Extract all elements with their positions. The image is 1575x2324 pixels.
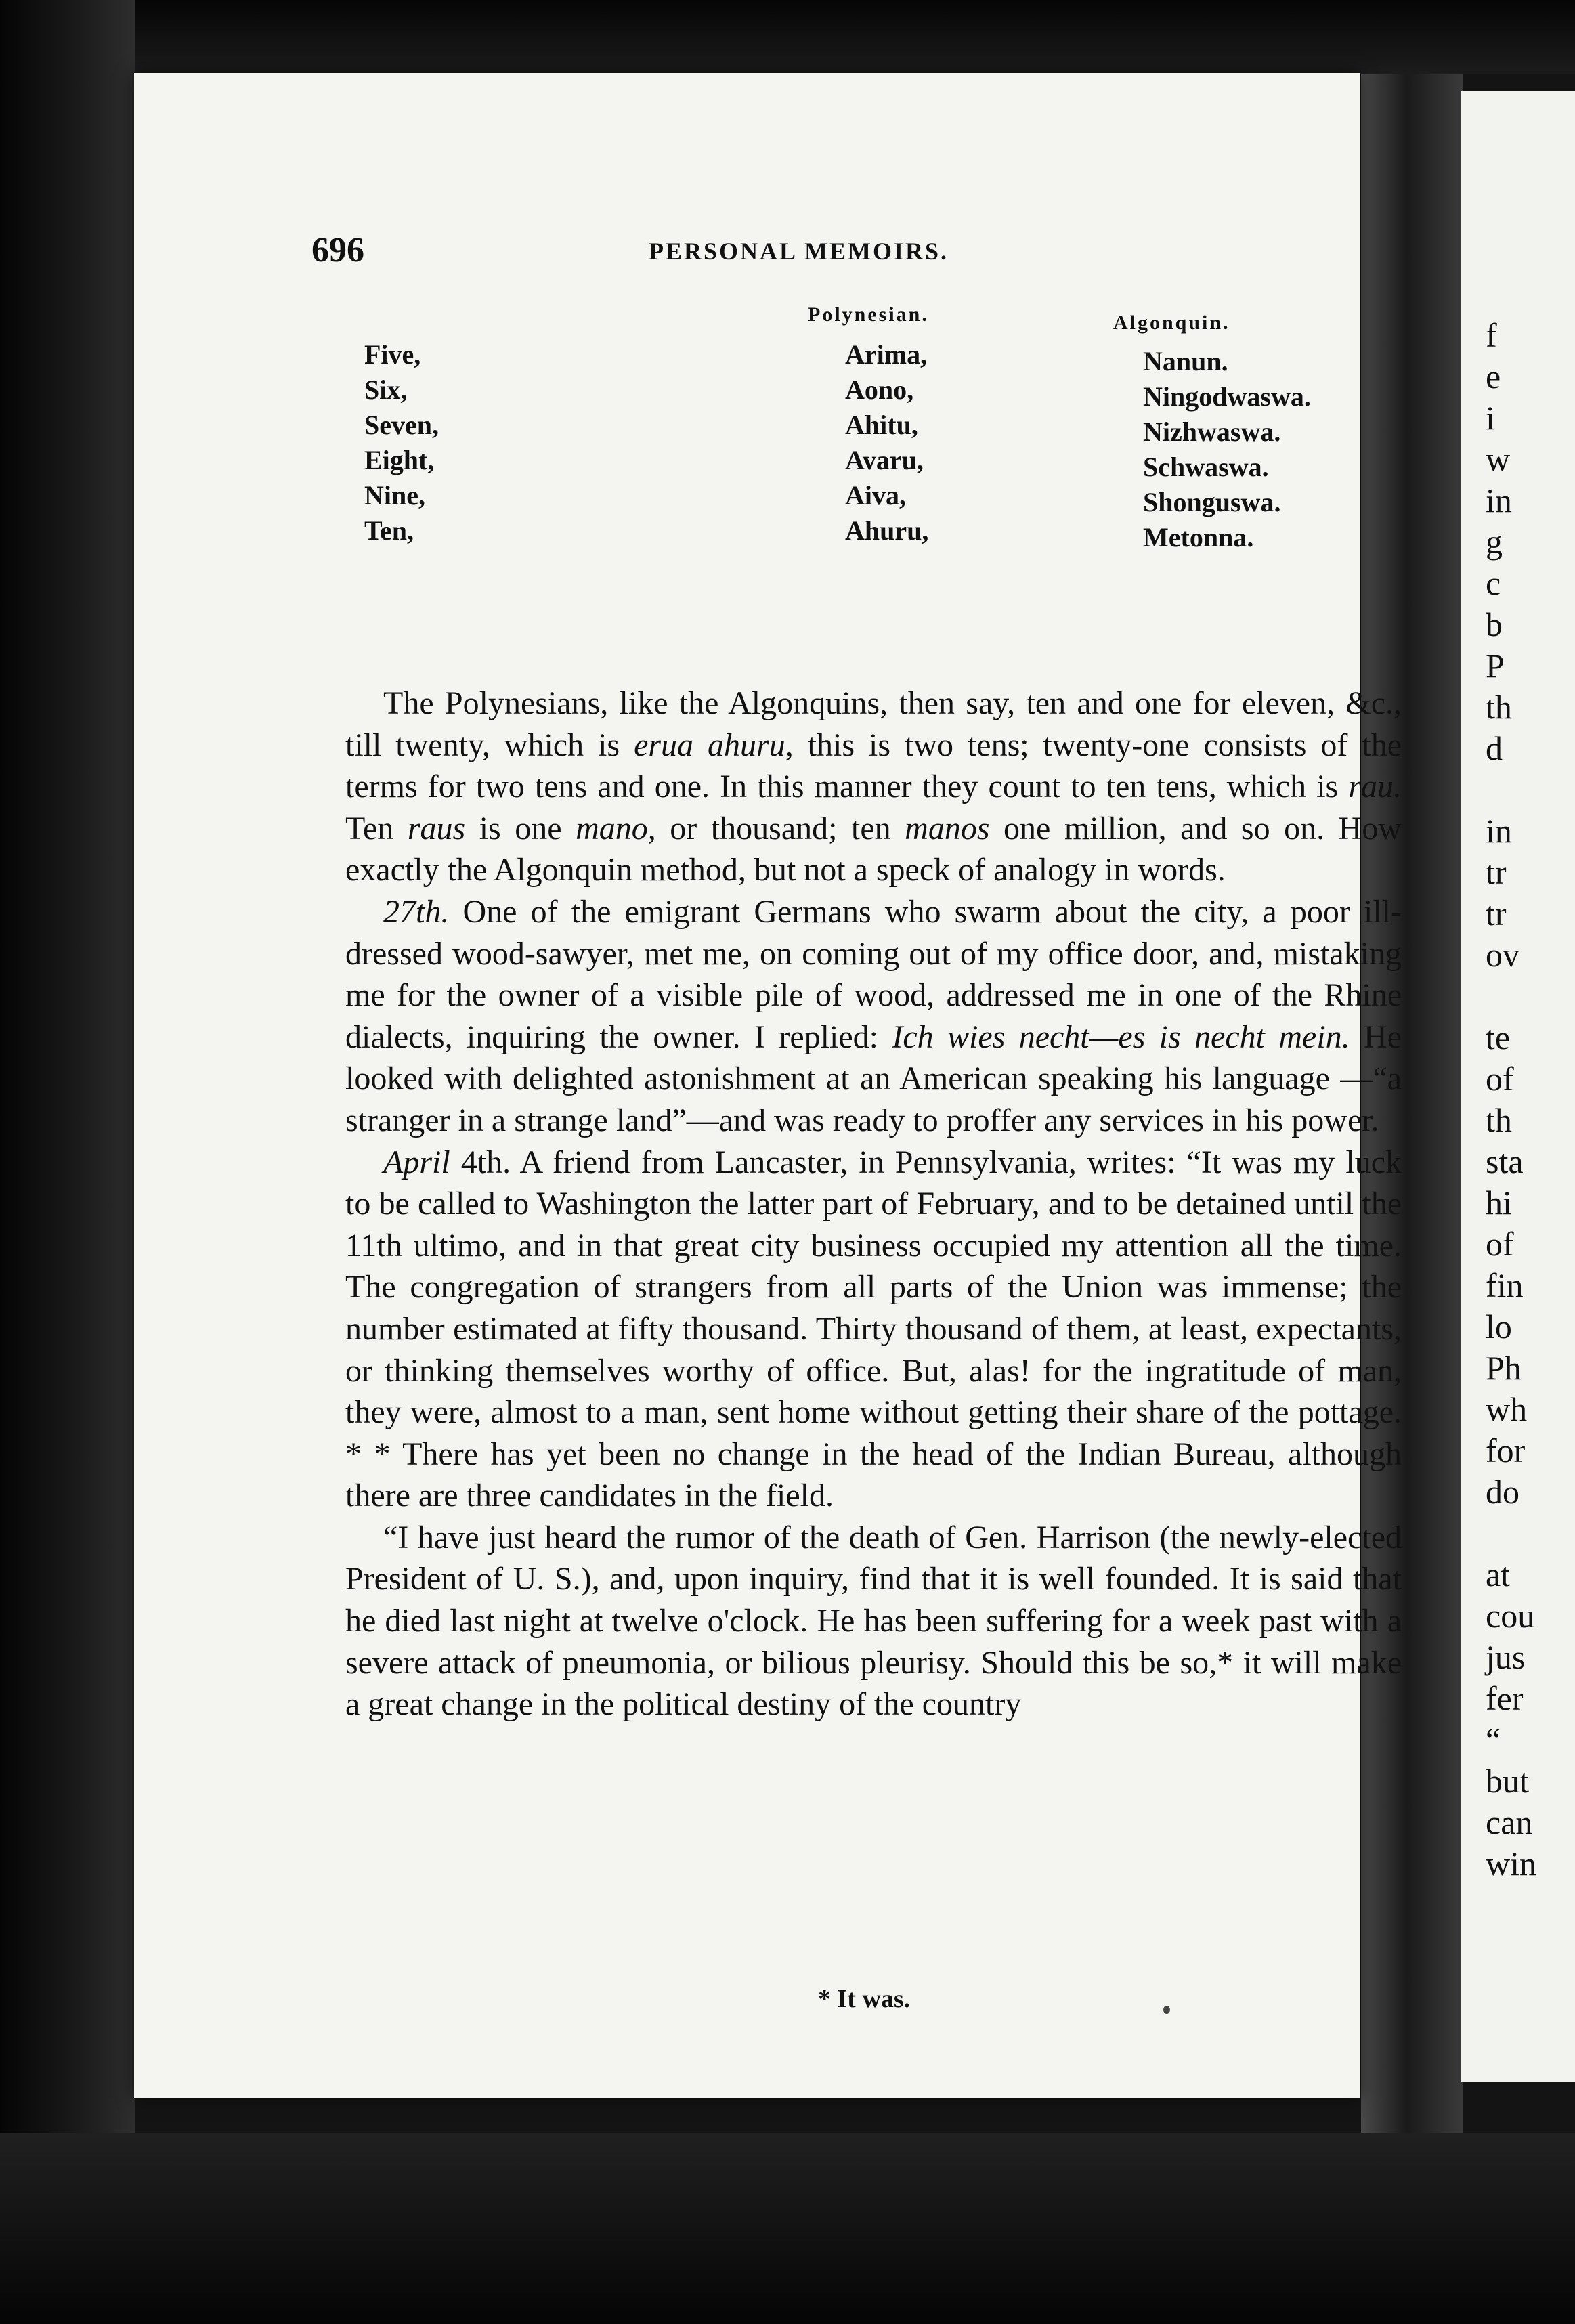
facing-page-fragment: th [1486,688,1512,726]
facing-page-fragment: “ [1486,1721,1501,1759]
english-column [364,337,439,548]
facing-page-fragment: but [1486,1762,1529,1800]
facing-page-fragment: hi [1486,1184,1512,1222]
facing-page-fragment: wh [1486,1390,1528,1428]
paragraph-letter [345,1142,1402,1517]
facing-page-fragment: lo [1486,1308,1512,1346]
book-page [134,73,1402,2098]
facing-page-fragment: i [1486,399,1495,437]
facing-page-fragment: in [1486,481,1512,519]
italic-term: manos [905,810,990,846]
entry-date-day: 4th. [450,1144,511,1180]
italic-term: erua ahuru, [634,727,794,763]
facing-page-fragment: d [1486,729,1503,767]
facing-page-fragment: sta [1486,1142,1524,1180]
paragraph-harrison [345,1517,1402,1725]
scan-edge-bottom [0,2133,1575,2324]
polynesian-number: Ahuru, [845,515,929,546]
english-number: Eight, [364,445,435,475]
facing-page-fragment: tr [1486,895,1507,932]
english-number: Nine, [364,480,425,511]
algonquin-number: Ningodwaswa. [1143,381,1311,412]
text-run: “I have just heard the rumor of the death of Gen. Harrison (the newly-elected President of U. S.), and, upon inquiry, find that it is well founded. It is said that he died last night at twelve o'clock. He has been suffering for a week past with a severe attack of pneumonia, or bilious pleurisy. Should this be so,* it will make a great change in the political destiny of the country [345,1519,1402,1723]
polynesian-number: Arima, [845,339,928,370]
polynesian-header: Polynesian. [808,303,929,326]
facing-page-fragment: b [1486,605,1503,643]
german-quote: Ich wies necht—es is necht mein. [892,1018,1350,1055]
facing-page-fragment: in [1486,812,1512,850]
facing-page-fragment: of [1486,1060,1514,1098]
facing-page-fragment: f [1486,316,1497,354]
facing-page-fragment: ov [1486,936,1519,974]
facing-page-fragment: g [1486,523,1503,561]
facing-page-fragment: jus [1486,1638,1526,1676]
english-number: Seven, [364,410,439,440]
footnote: * It was. [818,1985,911,2013]
text-run: A friend from Lancaster, in Pennsylvania, writes: “It was my luck to be called to Washington the latter part of February, and to be detained until the 11th ultimo, and in that great city business occupied my attention all the time. The congregation of strangers from all parts of the Union was immense; the number estimated at fifty thousand. Thirty thousand of them, at least, expectants, or thinking themselves worthy of office. But, alas! for the ingratitude of man, they were, almost to a man, sent home without getting their share of the pottage. * * There has yet been no change in the head of the Indian Bureau, although there are three candidates in the field. [345,1144,1402,1514]
algonquin-number: Nanun. [1143,346,1228,376]
facing-page-fragment: th [1486,1101,1512,1139]
algonquin-number: Nizhwaswa. [1143,416,1281,447]
body-text [345,683,1402,1725]
polynesian-number: Avaru, [845,445,924,475]
facing-page-fragment: tr [1486,853,1507,891]
text-run: Ten [345,810,408,846]
running-head [134,230,1360,278]
italic-term: raus [407,810,466,846]
paragraph-numeration [345,683,1402,891]
facing-page-fragment: P [1486,647,1505,685]
text-run: or thousand; ten [655,810,905,846]
paragraph-german [345,891,1402,1142]
facing-page-fragment: e [1486,358,1501,395]
facing-page-fragment: of [1486,1225,1514,1263]
entry-date: 27th. [383,893,450,930]
facing-page-fragment: Ph [1486,1349,1522,1387]
scan-edge-top [0,0,1575,74]
italic-term: rau. [1348,769,1402,805]
algonquin-number: Shonguswa. [1143,487,1281,517]
text-run: is one [465,810,576,846]
english-number: Six, [364,374,408,405]
entry-date-month: April [383,1144,450,1180]
facing-page-fragment: fer [1486,1679,1524,1717]
facing-page [1461,91,1575,2082]
facing-page-fragment: cou [1486,1597,1535,1635]
scan-edge-left [0,0,135,2324]
page-number: 696 [311,231,364,270]
facing-page-fragment: for [1486,1432,1526,1469]
facing-page-fragment: w [1486,440,1511,478]
facing-page-fragment: te [1486,1018,1511,1056]
polynesian-number: Ahitu, [845,410,918,440]
algonquin-number: Schwaswa. [1143,452,1269,482]
facing-page-fragment: win [1486,1845,1536,1882]
algonquin-column [1143,344,1311,555]
english-number: Five, [364,339,421,370]
print-speck [1163,2006,1170,2014]
english-number: Ten, [364,515,414,546]
facing-page-fragment: at [1486,1555,1511,1593]
facing-page-fragment: c [1486,564,1501,602]
text-run: One of the emigrant Germans who swarm about the city, a poor ill-dressed wood-sawyer, met me, on coming out of my office door, and, mistaking me for the owner of a visible pile of wood, addressed me in one of the Rhine dialects, inquiring the owner. I replied: [345,893,1402,1055]
algonquin-number: Metonna. [1143,522,1254,553]
text-run: this is two tens; twenty-one consists of the terms for two tens and one. In this manner they count to ten tens, which is [345,727,1402,805]
polynesian-column [845,337,928,548]
italic-term: mano, [576,810,656,846]
facing-page-fragment: fin [1486,1266,1524,1304]
text-run: The Polynesians, like the Algonquins, then say, ten and one for eleven, &c., till twenty, which is [345,685,1402,763]
polynesian-number: Aiva, [845,480,906,511]
polynesian-number: Aono, [845,374,914,405]
facing-page-fragment: can [1486,1803,1533,1841]
facing-page-fragment: do [1486,1473,1519,1511]
text-run: one million, and so on. How exactly the Algonquin method, but not a speck of analogy in words. [345,810,1402,888]
running-title: PERSONAL MEMOIRS. [649,238,949,265]
algonquin-header: Algonquin. [1113,311,1230,334]
text-run: He looked with delighted astonishment at an American speaking his language —“a stranger in a strange land”—and was ready to proffer any services in his power. [345,1018,1402,1138]
